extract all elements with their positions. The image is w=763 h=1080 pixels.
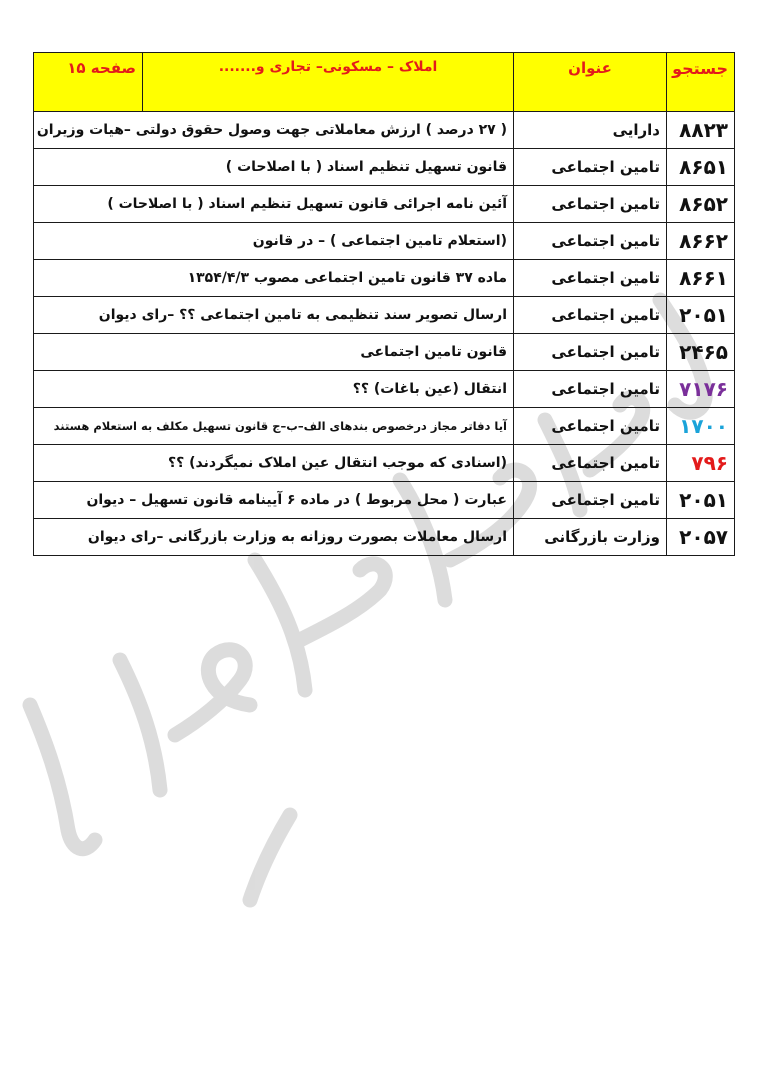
row-code: ۲۴۶۵	[667, 334, 735, 371]
row-topic: تامین اجتماعی	[514, 223, 667, 260]
row-topic: تامین اجتماعی	[514, 408, 667, 445]
row-code: ۸۶۵۲	[667, 186, 735, 223]
watermark-stroke	[255, 560, 305, 690]
table-row	[34, 482, 735, 519]
watermark-stroke	[250, 815, 290, 900]
row-description: قانون تسهیل تنظیم اسناد ( با اصلاحات )	[34, 149, 514, 186]
row-description: ارسال معاملات بصورت روزانه به وزارت بازرگانی –رای دیوان	[34, 519, 514, 556]
row-code: ۲۰۵۱	[667, 297, 735, 334]
header-category-cell: املاک – مسکونی– تجاری و.......	[143, 53, 514, 112]
table-row	[34, 186, 735, 223]
row-code: ۲۰۵۷	[667, 519, 735, 556]
row-topic: تامین اجتماعی	[514, 186, 667, 223]
row-code: ۸۶۶۱	[667, 260, 735, 297]
row-topic: تامین اجتماعی	[514, 260, 667, 297]
table-row	[34, 297, 735, 334]
header-title-cell: عنوان	[514, 53, 667, 112]
row-description: ارسال تصویر سند تنظیمی به تامین اجتماعی ؟؟ –رای دیوان	[34, 297, 514, 334]
row-description: انتقال (عین باغات) ؟؟	[34, 371, 514, 408]
index-table	[33, 52, 735, 556]
row-code: ۸۸۲۳	[667, 112, 735, 149]
header-search-cell: جستجو	[667, 53, 735, 112]
row-topic: تامین اجتماعی	[514, 297, 667, 334]
row-description: آئین نامه اجرائی قانون تسهیل تنظیم اسناد ( با اصلاحات )	[34, 186, 514, 223]
row-topic: تامین اجتماعی	[514, 149, 667, 186]
table-row	[34, 112, 735, 149]
row-code: ۱۷۰۰	[667, 408, 735, 445]
row-topic: دارایی	[514, 112, 667, 149]
row-description: آیا دفاتر مجاز درخصوص بندهای الف–ب–ج قانون تسهیل مکلف به استعلام هستند	[34, 408, 514, 445]
row-code: ۸۶۶۲	[667, 223, 735, 260]
row-description: ( ۲۷ درصد ) ارزش معاملاتی جهت وصول حقوق دولتی –هیات وزیران	[34, 112, 514, 149]
row-topic: تامین اجتماعی	[514, 445, 667, 482]
row-code: ۷۱۷۶	[667, 371, 735, 408]
watermark-stroke	[30, 705, 95, 849]
header-page-cell: صفحه ۱۵	[34, 53, 143, 112]
watermark-stroke	[120, 660, 160, 790]
table-row	[34, 408, 735, 445]
row-code: ۷۹۶	[667, 445, 735, 482]
table-row	[34, 149, 735, 186]
row-description: عبارت ( محل مربوط ) در ماده ۶ آیینامه قانون تسهیل – دیوان	[34, 482, 514, 519]
table-row	[34, 445, 735, 482]
row-description: ماده ۳۷ قانون تامین اجتماعی مصوب ۱۳۵۴/۴/۳	[34, 260, 514, 297]
watermark-stroke	[175, 650, 250, 735]
table-row	[34, 371, 735, 408]
row-topic: تامین اجتماعی	[514, 371, 667, 408]
row-topic: وزارت بازرگانی	[514, 519, 667, 556]
row-description: (استعلام تامین اجتماعی ) – در قانون	[34, 223, 514, 260]
row-code: ۸۶۵۱	[667, 149, 735, 186]
row-topic: تامین اجتماعی	[514, 334, 667, 371]
table-row	[34, 223, 735, 260]
watermark-stroke	[300, 564, 385, 640]
table-row	[34, 260, 735, 297]
row-description: قانون تامین اجتماعی	[34, 334, 514, 371]
row-code: ۲۰۵۱	[667, 482, 735, 519]
row-description: (اسنادی که موجب انتقال عین املاک نمیگردند) ؟؟	[34, 445, 514, 482]
table-header-row	[34, 53, 735, 112]
table-row	[34, 519, 735, 556]
row-topic: تامین اجتماعی	[514, 482, 667, 519]
table-row	[34, 334, 735, 371]
